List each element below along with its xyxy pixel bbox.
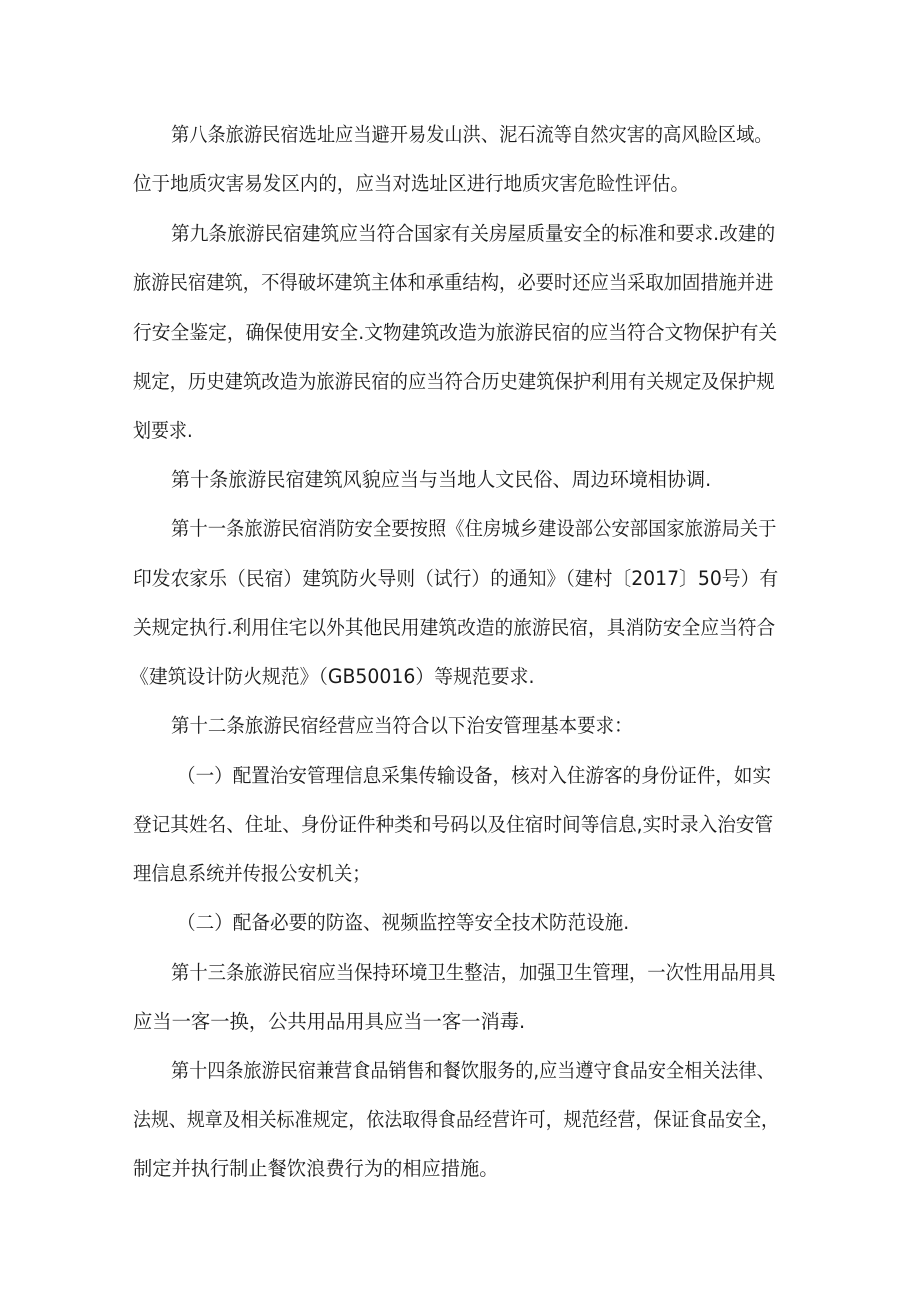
article-8-line-2: 位于地质灾害易发区内的，应当对选址区进行地质灾害危睑性评估。 <box>133 172 690 195</box>
article-11-line-4: 《建筑设计防火规范》（GB50016）等规范要求. <box>130 665 535 688</box>
article-11-line-3: 关规定执行.利用住宅以外其他民用建筑改造的旅游民宿，具消防安全应当符合 <box>133 616 776 639</box>
article-8-line-1: 第八条旅游民宿选址应当避开易发山洪、泥石流等自然灾害的高风睑区域。 <box>171 123 773 146</box>
article-14-line-2: 法规、规章及相关标准规定，依法取得食品经营许可，规范经营，保证食品安全， <box>133 1108 780 1131</box>
article-12-item-1-line-2: 登记其姓名、住址、身份证件种类和号码以及住宿时间等信息,实时录入治安管 <box>133 813 774 836</box>
article-13-line-1: 第十三条旅游民宿应当保持环境卫生整洁，加强卫生管理，一次性用品用具 <box>171 961 776 984</box>
article-12-item-1-line-1: （一）配置治安管理信息采集传输设备，核对入住游客的身份证件，如实 <box>177 764 772 787</box>
article-14-line-3: 制定并执行制止餐饮浪费行为的相应措施。 <box>133 1157 499 1180</box>
article-9-line-4: 规定，历史建筑改造为旅游民宿的应当符合历史建筑保护利用有关规定及保护规 <box>133 370 775 393</box>
article-9-line-1: 第九条旅游民宿建筑应当符合国家有关房屋质量安全的标准和要求.改建的 <box>171 222 776 245</box>
article-11-line-1: 第十一条旅游民宿消防安全要按照《住房城乡建设部公安部国家旅游局关于 <box>171 517 777 540</box>
article-9-line-3: 行安全鉴定，确保使用安全.文物建筑改造为旅游民宿的应当符合文物保护有关 <box>133 321 778 344</box>
article-10-line-1: 第十条旅游民宿建筑风貌应当与当地人文民俗、周边环境相协调. <box>171 468 712 491</box>
article-12-item-1-line-3: 理信息系统并传报公安机关； <box>133 862 371 885</box>
article-13-line-2: 应当一客一换，公共用品用具应当一客一消毒. <box>133 1010 526 1033</box>
article-11-line-2: 印发农家乐（民宿）建筑防火导则（试行）的通知》（建村〔2017〕50号）有 <box>133 567 779 590</box>
article-9-line-5: 划要求. <box>133 419 193 442</box>
article-9-line-2: 旅游民宿建筑，不得破坏建筑主体和承重结构，必要时还应当采取加固措施并进 <box>133 271 774 294</box>
article-14-line-1: 第十四条旅游民宿兼营食品销售和餐饮服务的,应当遵守食品安全相关法律、 <box>171 1059 775 1082</box>
article-12-line-1: 第十二条旅游民宿经营应当符合以下治安管理基本要求： <box>171 714 633 737</box>
article-12-item-2-line-1: （二）配备必要的防盗、视频监控等安全技术防范设施. <box>177 911 630 934</box>
